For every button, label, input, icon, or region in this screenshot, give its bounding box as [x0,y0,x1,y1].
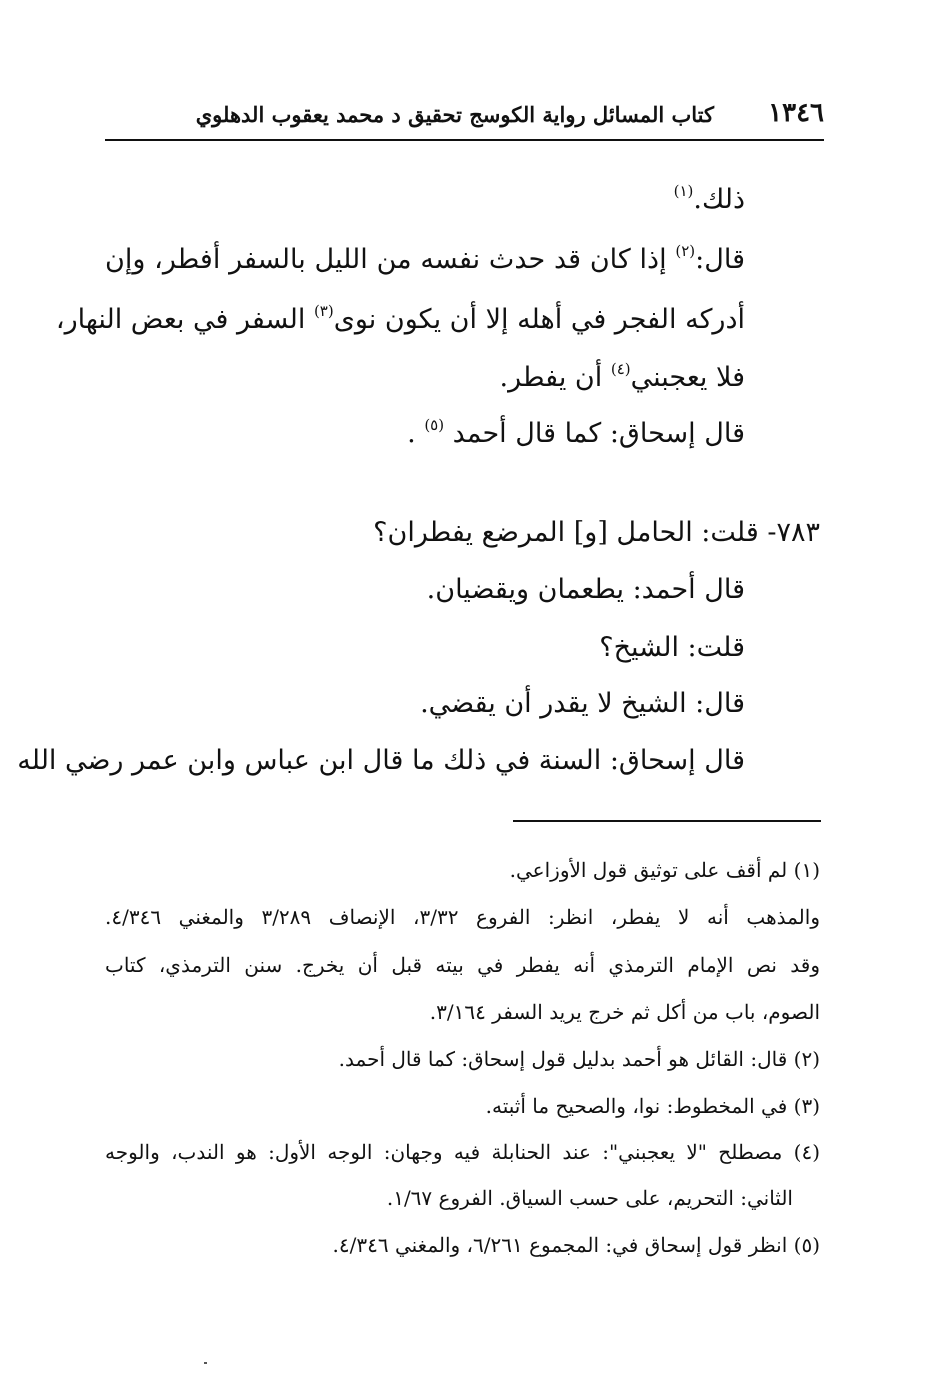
running-title: كتاب المسائل رواية الكوسج تحقيق د محمد يعقوب الدهلوي [195,102,714,127]
footnote-4-line-1: (٤) مصطلح "لا يعجبني": عند الحنابلة فيه وجهان: الوجه الأول: هو الندب، والوجه [105,1140,820,1164]
text-line-2: قال:$^{(٢)}$ إذا كان قد حدث نفسه من الليل بالسفر أفطر، وإن [105,242,745,275]
footnote-2: (٢) قال: القائل هو أحمد بدليل قول إسحاق: كما قال أحمد. [338,1047,820,1071]
footnote-5: (٥) انظر قول إسحاق في: المجموع ٦/٢٦١، والمغني ٤/٣٤٦. [332,1233,820,1257]
text-line-4: فلا يعجبني$^{(٤)}$ أن يفطر. [499,360,745,393]
footnote-ref-2: (٢) [675,242,696,260]
header-rule [105,139,824,141]
text-line-5: قال إسحاق: كما قال أحمد $^{(٥)}$ . [407,416,745,449]
running-header [105,96,824,136]
footnote-1-line-1: (١) لم أقف على توثيق قول الأوزاعي. [509,858,820,882]
text-line-8: قلت: الشيخ؟ [599,632,745,663]
question-text: قلت: الحامل [و] المرضع يفطران؟ [373,517,768,548]
footnote-3: (٣) في المخطوط: نوا، والصحيح ما أثبته. [485,1094,820,1118]
scan-speck [204,1362,207,1364]
text-line-3: أدركه الفجر في أهله إلا أن يكون نوى$^{(٣)}$ السفر في بعض النهار، [55,302,745,335]
footnote-1-line-3: وقد نص الإمام الترمذي أنه يفطر في بيته قبل أن يخرج. سنن الترمذي، كتاب [105,953,820,977]
footnote-rule [513,820,821,822]
text-line-7: قال أحمد: يطعمان ويقضيان. [426,574,745,605]
footnote-4-line-2: الثاني: التحريم، على حسب السياق. الفروع ١/٦٧. [386,1186,793,1210]
text-line-1: ذلك.$^{(١)}$ [673,182,745,215]
text-line-9: قال: الشيخ لا يقدر أن يقضي. [420,688,745,719]
text-line-10: قال إسحاق: السنة في ذلك ما قال ابن عباس وابن عمر رضي الله [17,745,745,776]
question-number: ٧٨٣- [767,517,820,548]
footnote-1-line-4: الصوم، باب من أكل ثم خرج يريد السفر ٣/١٦٤. [429,1000,820,1024]
footnote-ref-5: (٥) [424,416,445,434]
footnote-1-line-2: والمذهب أنه لا يفطر، انظر: الفروع ٣/٣٢، الإنصاف ٣/٢٨٩ والمغني ٤/٣٤٦. [105,905,820,929]
page-number: ١٣٤٦ [768,98,824,128]
question-783 [373,517,820,548]
footnote-ref-4: (٤) [610,360,631,378]
footnote-ref-1: (١) [673,182,694,200]
footnote-ref-3: (٣) [313,302,334,320]
